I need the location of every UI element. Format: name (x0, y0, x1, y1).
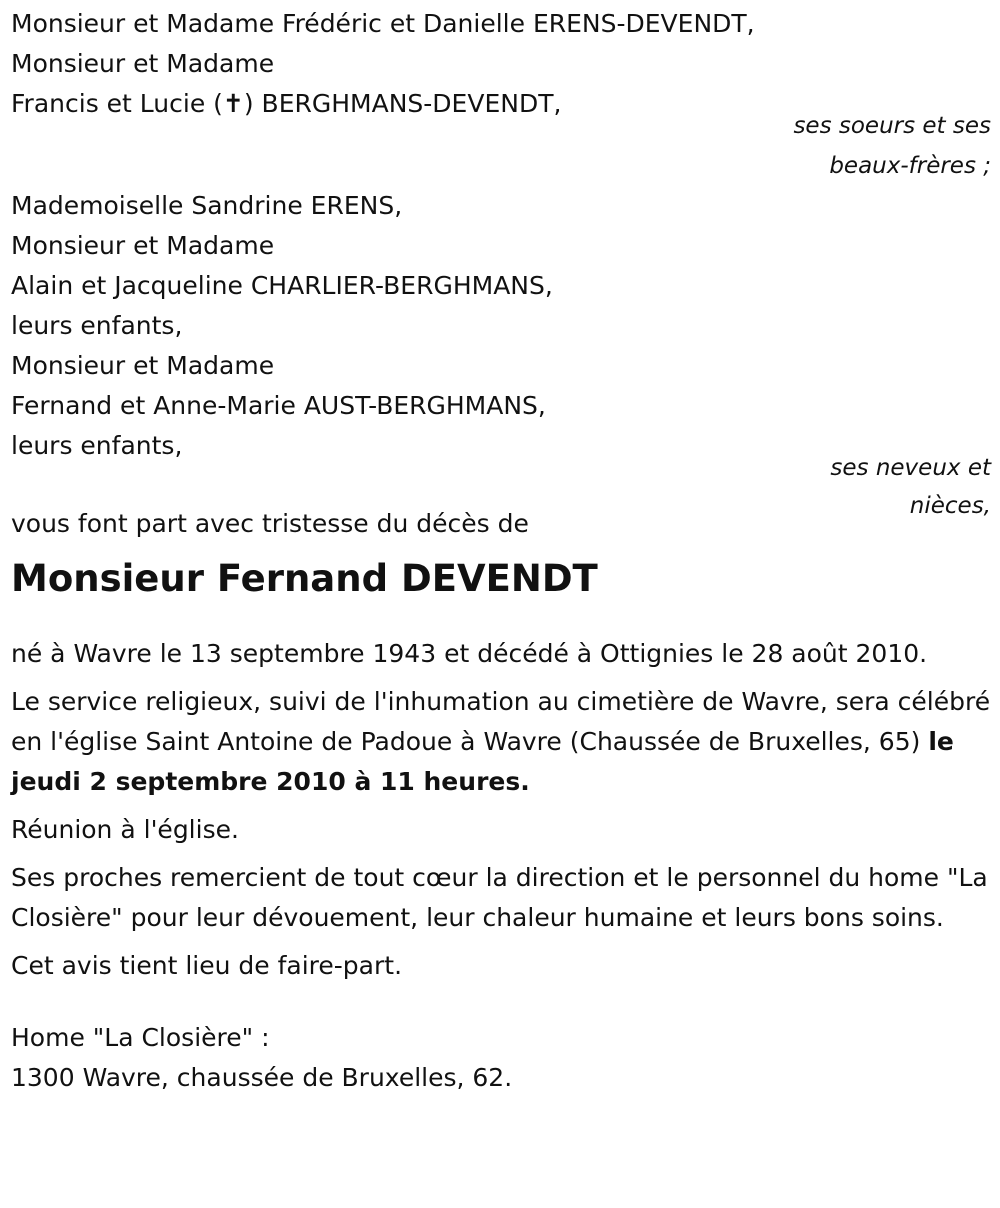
family-line: Fernand et Anne-Marie AUST-BERGHMANS, (11, 391, 546, 420)
family-line: Francis et Lucie (✝) BERGHMANS-DEVENDT, (11, 89, 562, 118)
relation-label: nièces, (909, 493, 991, 519)
family-line: Mademoiselle Sandrine ERENS, (11, 191, 403, 220)
relation-label: ses neveux et (830, 455, 991, 481)
intro-text: vous font part avec tristesse du décès de (11, 509, 529, 538)
birth-death-text: né à Wavre le 13 septembre 1943 et décédé à Ottignies le 28 août 2010. (11, 639, 928, 668)
family-line: Monsieur et Madame (11, 351, 275, 380)
obituary-notice (11, 4, 991, 1098)
service-time: le jeudi 2 septembre 2010 à 11 heures. (11, 727, 954, 796)
family-line: Monsieur et Madame (11, 49, 275, 78)
service-text: Le service religieux, suivi de l'inhumation au cimetière de Wavre, sera célébré en l'église Saint Antoine de Padoue à Wavre (Chaussée de Bruxelles, 65) (11, 687, 991, 756)
notice-text: Cet avis tient lieu de faire-part. (11, 951, 403, 980)
relation-label: beaux-frères ; (829, 153, 991, 179)
relation-label: ses soeurs et ses (793, 113, 991, 139)
reunion-text: Réunion à l'église. (11, 815, 239, 844)
service-paragraph (11, 682, 991, 802)
home-name: Home "La Closière" : (11, 1023, 270, 1052)
home-address: 1300 Wavre, chaussée de Bruxelles, 62. (11, 1063, 513, 1092)
family-line: Monsieur et Madame Frédéric et Danielle ERENS-DEVENDT, (11, 9, 755, 38)
family-line: Monsieur et Madame (11, 231, 275, 260)
family-line: Alain et Jacqueline CHARLIER-BERGHMANS, (11, 271, 553, 300)
thanks-text: Ses proches remercient de tout cœur la direction et le personnel du home "La Closière" pour leur dévouement, leur chaleur humaine et leurs bons soins. (11, 863, 988, 932)
family-line: leurs enfants, (11, 431, 183, 460)
deceased-name: Monsieur Fernand DEVENDT (11, 557, 598, 600)
family-line: leurs enfants, (11, 311, 183, 340)
